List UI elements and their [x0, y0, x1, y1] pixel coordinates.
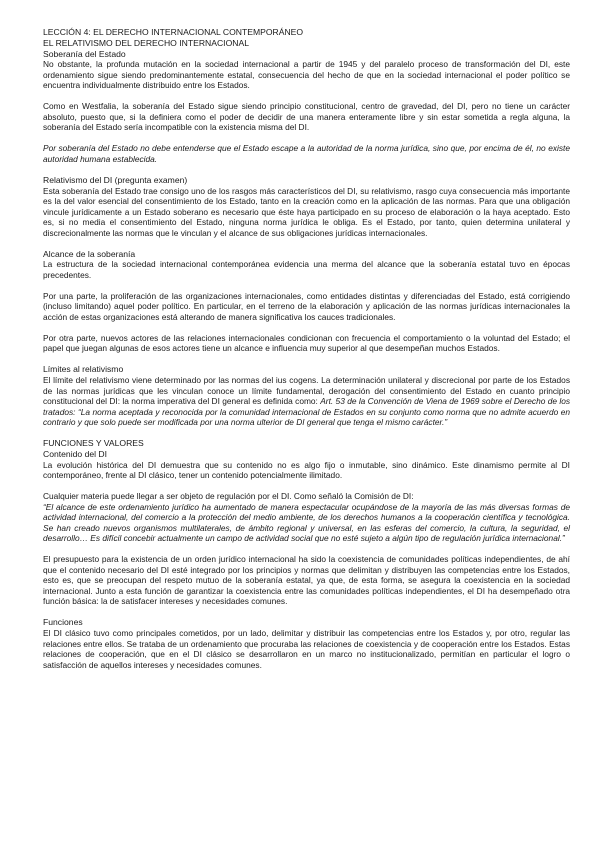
- legal-quote: “La norma aceptada y reconocida por la comunidad internacional de Estados en su conjunto como norma que no admite acuerdo en contrario y que solo puede ser modificada por una norma ulterior de DI general que tenga el mismo carácter.”: [43, 406, 570, 428]
- paragraph: No obstante, la profunda mutación en la sociedad internacional a partir de 1945 y del paralelo proceso de transformación del DI, este ordenamiento sigue siendo predominantemente estatal, consecuencia del hecho de que en la sociedad internacional el poder político se encuentra individualmente distribuido entre los Estados.: [43, 59, 570, 91]
- paragraph: [43, 375, 570, 428]
- section-heading-limites: Límites al relativismo: [43, 364, 124, 375]
- section-heading-relativismo: Relativismo del DI (pregunta examen): [43, 174, 188, 185]
- section-heading-funciones-valores: FUNCIONES Y VALORES: [43, 438, 144, 449]
- paragraph: Cualquier materia puede llegar a ser objeto de regulación por el DI. Como señaló la Comisión de DI:: [43, 491, 414, 502]
- section-heading-alcance: Alcance de la soberanía: [43, 248, 136, 259]
- section-heading-funciones: Funciones: [43, 617, 83, 628]
- paragraph: La estructura de la sociedad internacional contemporánea evidencia una merma del alcance que la soberanía estatal tuvo en épocas precedentes.: [43, 259, 570, 280]
- paragraph: Por una parte, la proliferación de las organizaciones internacionales, como entidades distintas y diferenciadas del Estado, está corrigiendo (incluso limitando) aquel poder político. En particular, en el terreno de la elaboración y aplicación de las normas jurídicas internacionales la acción de estas organizaciones está alterando de manera significativa los cauces tradicionales.: [43, 290, 570, 322]
- paragraph: Esta soberanía del Estado trae consigo uno de los rasgos más característicos del DI, su relativismo, rasgo cuya consecuencia más importante es la del valor esencial del consentimiento de los Estado, tanto en la creación como en la aplicación de las normas. Para que una obligación vincule jurídicamente a un Estado soberano es necesario que éste haya participado en su proceso de elaboración o la haya aceptado. Esto es, si no media el consentimiento del Estado, ninguna norma jurídica le obliga. Es el Estado, por tanto, quien determina unilateral y discrecionalmente las normas que le vinculan y el alcance de sus obligaciones jurídicas internacionales.: [43, 185, 570, 238]
- paragraph: Por otra parte, nuevos actores de las relaciones internacionales condicionan con frecuencia el comportamiento o la voluntad del Estado; el papel que juegan algunas de esos actores tiene un alcance e influencia muy superior al que desempeñan muchos Estados.: [43, 332, 570, 354]
- paragraph-text: El límite del relativismo viene determinado por las normas del ius cogens. La determinación unilateral y discrecional por parte de los Estados de las normas jurídicas que les vinculan conoce un límite fundamental, derogación del consentimiento del Estado en cuanto principio constitucional del DI: la norma imperativa del DI general es definida como:: [43, 375, 570, 407]
- section-heading-soberania: Soberanía del Estado: [43, 48, 126, 59]
- italic-paragraph: Por soberanía del Estado no debe entenderse que el Estado escape a la autoridad de la norma jurídica, sino que, por encima de él, no existe autoridad humana establecida.: [43, 143, 570, 164]
- paragraph: La evolución histórica del DI demuestra que su contenido no es algo fijo o inmutable, sino dinámico. Este dinamismo permite al DI contemporáneo, frente al DI clásico, tener un contenido potencialmente ilimitado.: [43, 459, 570, 481]
- legal-reference: Art. 53 de la Convención de Viena de 1969 sobre el Derecho de los tratados:: [43, 396, 570, 417]
- page-subtitle: EL RELATIVISMO DEL DERECHO INTERNACIONAL: [43, 37, 249, 48]
- paragraph: Como en Westfalia, la soberanía del Estado sigue siendo principio constitucional, centro de gravedad, del DI, pero no tiene un carácter absoluto, puesto que, si la definiera como el poder de decidir de una manera enteramente libre y sin estar sometida a regla alguna, la soberanía del Estado sería incompatible con la existencia misma del DI.: [43, 101, 570, 133]
- paragraph: El presupuesto para la existencia de un orden jurídico internacional ha sido la coexistencia de comunidades políticas independientes, de ahí que el contenido necesario del DI esté integrado por los principios y normas que delimitan y distribuyen las competencias entre los Estados, esto es, que se preocupan del respeto mutuo de la soberanía estatal, ya que, de esta forma, se asegura la coexistencia en la sociedad internacional. Junto a esta función de garantizar la coexistencia entre las comunidades políticas independientes, el DI ha desempeñado otra función básica: la de satisfacer intereses y necesidades comunes.: [43, 554, 570, 607]
- paragraph: El DI clásico tuvo como principales cometidos, por un lado, delimitar y distribuir las competencias entre los Estados y, por otro, regular las relaciones entre ellos. Se trataba de un ordenamiento que procuraba las relaciones de coexistencia y de cooperación entre los Estados. Estas relaciones de cooperación, que en el DI clásico se desarrollaron en un marco no institucionalizado, permitían en particular el logro o satisfacción de aquellos intereses y necesidades comunes.: [43, 628, 570, 670]
- quote-comision: “El alcance de este ordenamiento jurídico ha aumentado de manera espectacular ocupándose de la mayoría de las más diversas formas de actividad internacional, del comercio a la protección del medio ambiente, de los derechos humanos a la cooperación científica y tecnológica. Se han creado nuevos organismos multilaterales, de ámbito regional y universal, en las esferas del comercio, la cultura, la seguridad, el desarrollo… Es difícil concebir actualmente un campo de actividad social que no esté sujeto a algún tipo de regulación jurídica internacional.”: [43, 501, 570, 544]
- page-title: LECCIÓN 4: EL DERECHO INTERNACIONAL CONTEMPORÁNEO: [43, 27, 304, 37]
- subsection-heading-contenido: Contenido del DI: [43, 449, 108, 460]
